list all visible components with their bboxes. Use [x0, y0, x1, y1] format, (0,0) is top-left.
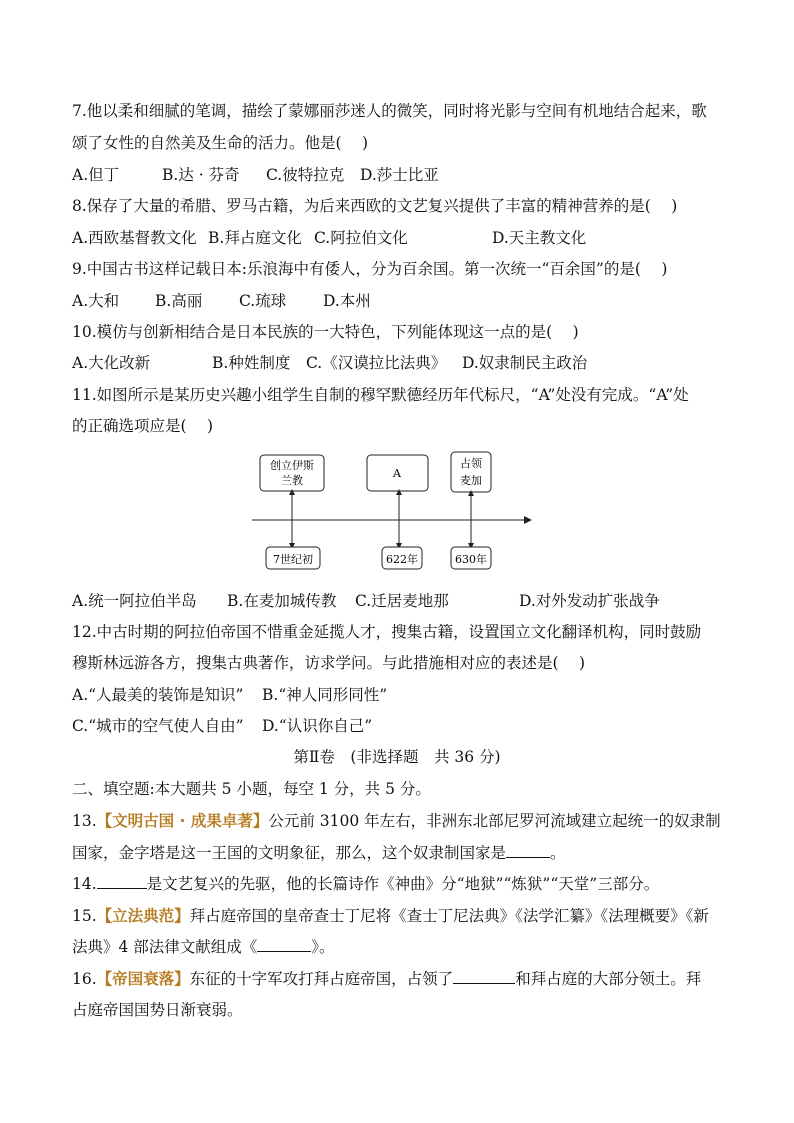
q8-line1: 8.保存了大量的希腊、罗马古籍，为后来西欧的文艺复兴提供了丰富的精神营养的是( ): [72, 197, 678, 215]
year-label-630: 630年: [455, 553, 487, 566]
q16-line2: 占庭帝国国势日渐衰弱。: [72, 1001, 243, 1019]
event-label-a: A: [393, 467, 401, 480]
q16-text1a: 东征的十字军攻打拜占庭帝国，占领了: [189, 970, 454, 988]
q15-number: 15.: [72, 907, 97, 925]
q9-option-d: D.本州: [323, 292, 371, 310]
q15-tag: 【立法典范】: [96, 907, 190, 925]
q9-option-b: B.高丽: [155, 292, 203, 310]
q11-option-a: A.统一阿拉伯半岛: [72, 592, 197, 610]
event-label-islam-line1: 创立伊斯: [270, 459, 314, 472]
q7-option-a: A.但丁: [72, 166, 120, 184]
section-2-heading: 二、填空题:本大题共 5 小题，每空 1 分，共 5 分。: [72, 780, 431, 798]
q8-option-d: D.天主教文化: [492, 229, 587, 247]
q7-option-c: C.彼特拉克: [266, 166, 345, 184]
q16-line1: [72, 969, 701, 989]
event-label-mecca-line1: 占领: [460, 457, 482, 470]
q14-line1: [72, 874, 659, 894]
q7-option-b: B.达 · 芬奇: [162, 166, 240, 184]
q9-line1: 9.中国古书这样记载日本:乐浪海中有倭人，分为百余国。第一次统一“百余国”的是( ): [72, 260, 668, 278]
q11-line2: 的正确选项应是( ): [72, 417, 214, 435]
q10-option-c: C.《汉谟拉比法典》: [306, 354, 447, 372]
q16-tag: 【帝国衰落】: [96, 970, 190, 988]
q7-line2: 颂了女性的自然美及生命的活力。他是( ): [72, 134, 369, 152]
q8-option-c: C.阿拉伯文化: [314, 229, 408, 247]
q13-text2: 国家，金字塔是这一王国的文明象征，那么，这个奴隶制国家是: [72, 844, 507, 862]
q15-line1: [72, 906, 709, 926]
q10-option-b: B.种姓制度: [212, 354, 291, 372]
q13-tag: 【文明古国 · 成果卓著】: [96, 812, 269, 830]
q8-option-a: A.西欧基督教文化: [72, 229, 197, 247]
year-label-622: 622年: [386, 553, 418, 566]
q9-option-a: A.大和: [72, 292, 120, 310]
q13-line2: [72, 843, 566, 863]
q13-line1: [72, 811, 721, 831]
q14-answer-blank[interactable]: [97, 874, 147, 889]
q15-line2: [72, 937, 335, 957]
q15-text2-end: 》。: [311, 938, 335, 956]
q15-text2-start: 法典》4 部法律文献组成《: [72, 938, 258, 956]
q13-end: 。: [550, 844, 566, 862]
q8-option-b: B.拜占庭文化: [208, 229, 302, 247]
q11-option-b: B.在麦加城传教: [227, 592, 337, 610]
section-2-title: 第Ⅱ卷 (非选择题 共 36 分): [293, 748, 501, 766]
q16-text1b: 和拜占庭的大部分领土。拜: [515, 970, 702, 988]
q14-text: 是文艺复兴的先驱，他的长篇诗作《神曲》分“地狱”“炼狱”“天堂”三部分。: [146, 875, 660, 893]
q7-line1: 7.他以柔和细腻的笔调，描绘了蒙娜丽莎迷人的微笑，同时将光影与空间有机地结合起来，歌: [72, 102, 707, 120]
q11-line1: 11.如图所示是某历史兴趣小组学生自制的穆罕默德经历年代标尺，“A”处没有完成。“A”处: [72, 386, 689, 404]
event-label-mecca-line2: 麦加: [460, 474, 482, 487]
q12-option-b: B.“神人同形同性”: [262, 686, 388, 704]
q10-line1: 10.模仿与创新相结合是日本民族的一大特色，下列能体现这一点的是( ): [72, 323, 579, 341]
q9-option-c: C.琉球: [239, 292, 287, 310]
q12-option-d: D.“认识你自己”: [262, 717, 373, 735]
q13-answer-blank[interactable]: [506, 843, 550, 858]
q15-answer-blank[interactable]: [257, 937, 311, 952]
q12-line1: 12.中古时期的阿拉伯帝国不惜重金延揽人才，搜集古籍，设置国立文化翻译机构，同时鼓励: [72, 623, 702, 641]
q10-option-d: D.奴隶制民主政治: [462, 354, 588, 372]
q13-number: 13.: [72, 812, 97, 830]
q15-text1: 拜占庭帝国的皇帝查士丁尼将《查士丁尼法典》《法学汇纂》《法理概要》《新: [189, 907, 709, 925]
q10-option-a: A.大化改新: [72, 354, 151, 372]
q11-option-c: C.迁居麦地那: [355, 592, 449, 610]
q12-option-a: A.“人最美的装饰是知识”: [72, 686, 244, 704]
q13-text1: 公元前 3100 年左右，非洲东北部尼罗河流域建立起统一的奴隶制: [268, 812, 721, 830]
q12-option-c: C.“城市的空气使人自由”: [72, 717, 244, 735]
q16-answer-blank[interactable]: [453, 969, 515, 984]
q12-line2: 穆斯林远游各方，搜集古典著作，访求学问。与此措施相对应的表述是( ): [72, 654, 586, 672]
timeline-diagram: [0, 448, 794, 578]
q14-number: 14.: [72, 875, 97, 893]
q11-option-d: D.对外发动扩张战争: [519, 592, 660, 610]
event-label-islam-line2: 兰教: [281, 474, 303, 487]
year-label-7th-century: 7世纪初: [273, 553, 313, 566]
q16-number: 16.: [72, 970, 97, 988]
q7-option-d: D.莎士比亚: [360, 166, 439, 184]
